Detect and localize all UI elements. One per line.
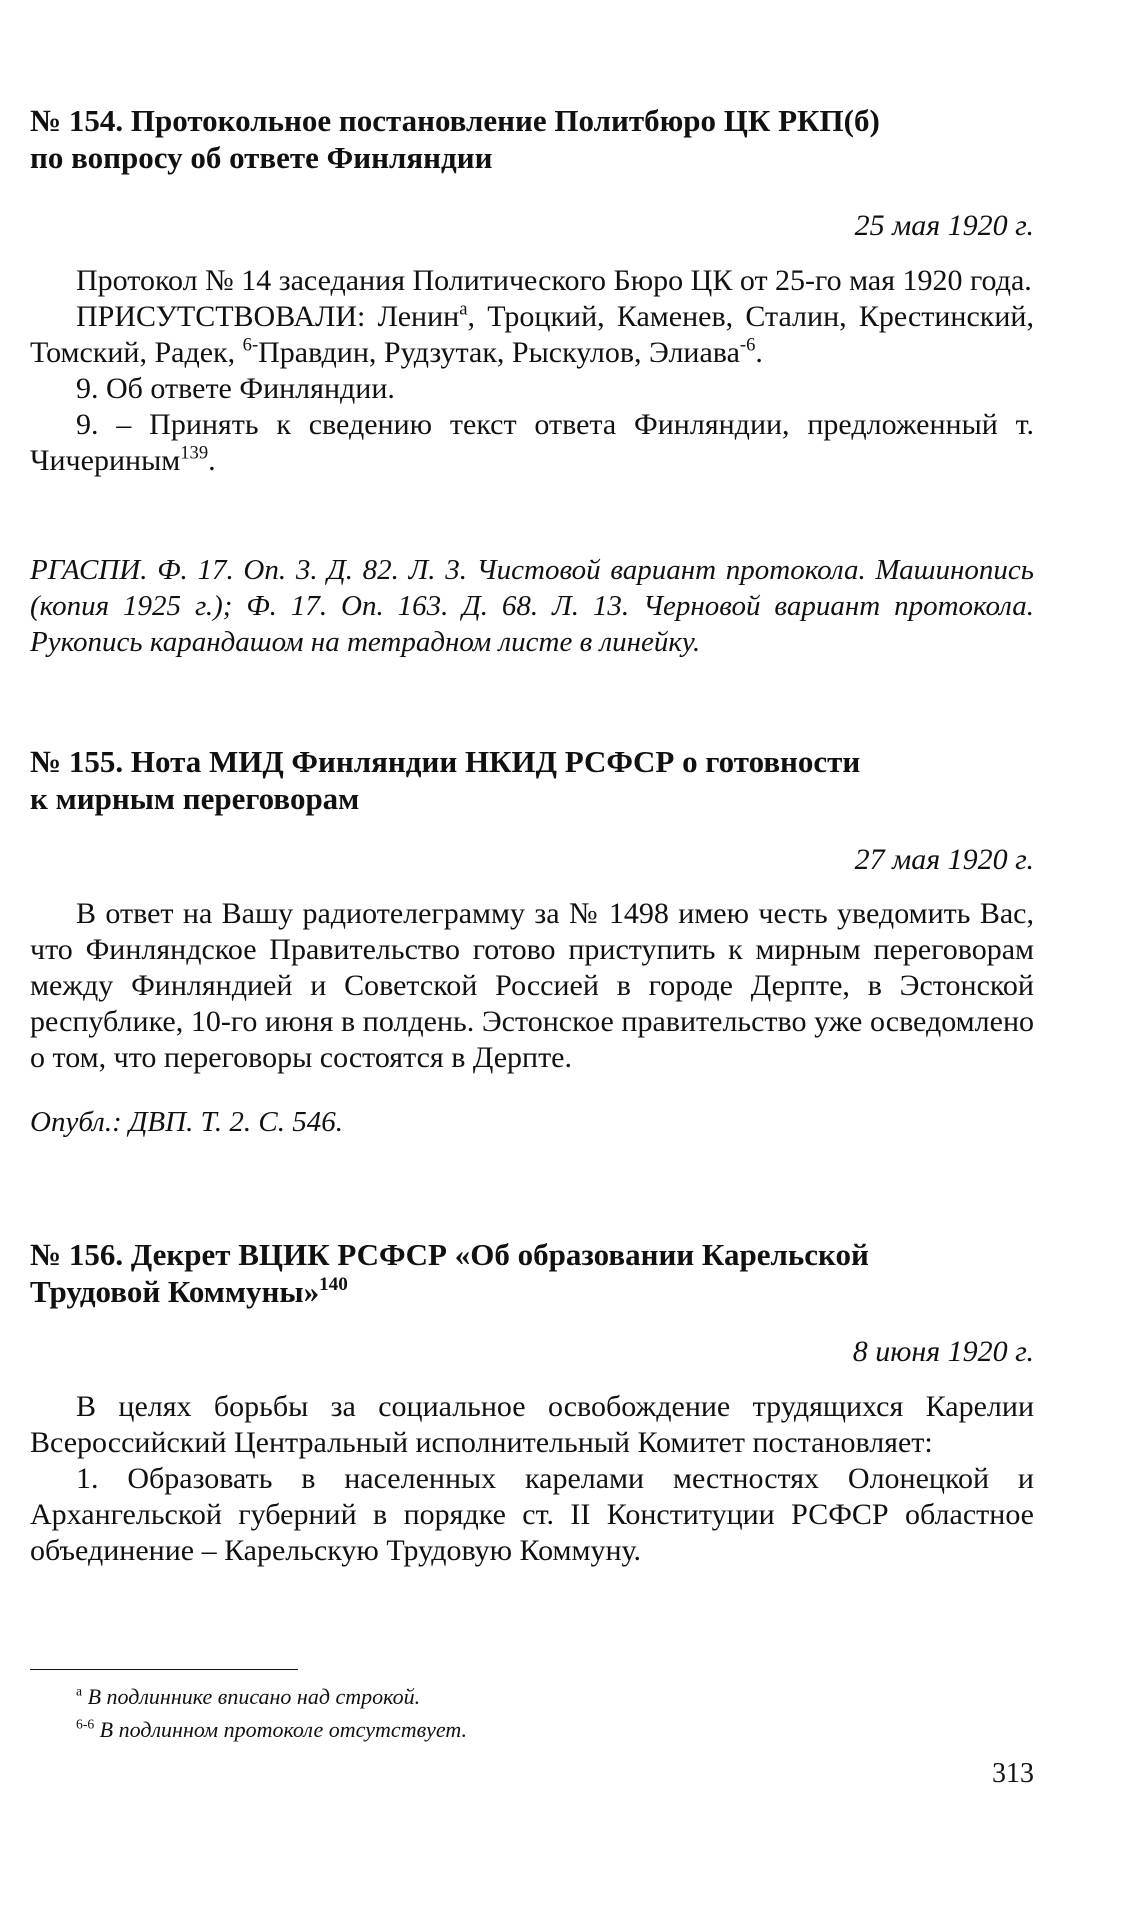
page-number: 313	[992, 1758, 1034, 1789]
doc156-heading	[30, 1236, 1034, 1310]
doc154-heading-line2: по вопросу об ответе Финляндии	[30, 140, 493, 175]
doc154-para-present: ПРИСУТСТВОВАЛИ: Ленин$^а$, Троцкий, Каменев, Сталин, Крестинский, Томский, Радек, $^{6-}$Правдин, Рудзутак, Рыскулов, Элиава$^{-6}$.	[30, 298, 1034, 369]
footnote-ref-a: а	[459, 298, 468, 320]
doc154-body	[30, 263, 1034, 479]
doc156-heading-line1: № 156. Декрет ВЦИК РСФСР «Об образовании Карельской	[30, 1237, 869, 1272]
doc156-para-item1: 1. Образовать в населенных карелами местностях Олонецкой и Архангельской губерний в порядке ст. II Конституции РСФСР областное объединение – Карельскую Трудовую Коммуну.	[30, 1462, 1034, 1567]
doc155-source: Опубл.: ДВП. Т. 2. С. 546.	[30, 1106, 343, 1138]
doc154-date: 25 мая 1920 г.	[854, 209, 1034, 242]
footnote-text: В подлинном протоколе отсутствует.	[99, 1717, 468, 1742]
doc154-para-item9-decision: 9. – Принять к сведению текст ответа Финляндии, предложенный т. Чичериным$^{139}$.	[30, 408, 1034, 477]
doc156-body	[30, 1389, 1034, 1569]
doc155-date: 27 мая 1920 г.	[854, 843, 1034, 876]
doc155-para: В ответ на Вашу радиотелеграмму за № 1498 имею честь уведомить Вас, что Финляндское Правительство готово приступить к мирным переговорам между Финляндией и Советской Россией в городе Дерпте, в Эстонской республике, 10-го июня в полдень. Эстонское правительство уже осведомлено о том, что переговоры состоятся в Дерпте.	[30, 897, 1034, 1074]
doc154-heading-line1: № 154. Протокольное постановление Политбюро ЦК РКП(б)	[30, 103, 880, 138]
doc155-heading-line1: № 155. Нота МИД Финляндии НКИД РСФСР о готовности	[30, 744, 861, 779]
doc156-para-preamble: В целях борьбы за социальное освобождение трудящихся Карелии Всероссийский Центральный исполнительный Комитет постановляет:	[30, 1390, 1034, 1459]
footnote-mark: 6-6	[76, 1716, 95, 1732]
doc155-body	[30, 896, 1034, 1076]
doc154-source: РГАСПИ. Ф. 17. Оп. 3. Д. 82. Л. 3. Чистовой вариант протокола. Машинопись (копия 1925 г.); Ф. 17. Оп. 163. Д. 68. Л. 13. Черновой вариант протокола. Рукопись карандашом на тетрадном листе в линейку.	[30, 554, 1034, 658]
doc156-date: 8 июня 1920 г.	[852, 1335, 1034, 1368]
footnote-ref-6-close: -6	[739, 334, 756, 356]
doc156-heading-line2: Трудовой Коммуны»	[30, 1274, 320, 1309]
endnote-ref-139: 139	[180, 442, 209, 464]
doc155-heading	[30, 743, 1034, 817]
doc154-para-protocol: Протокол № 14 заседания Политического Бюро ЦК от 25-го мая 1920 года.	[76, 264, 1032, 297]
footnote-divider	[30, 1669, 298, 1670]
footnote-mark: а	[76, 1683, 83, 1699]
doc154-para-item9-title: 9. Об ответе Финляндии.	[76, 372, 395, 405]
footnote-ref-6-open: 6-	[242, 334, 259, 356]
doc154-heading	[30, 102, 1034, 176]
footnote-text: В подлиннике вписано над строкой.	[87, 1684, 421, 1709]
footnote-6-6	[76, 1716, 467, 1744]
endnote-ref-140: 140	[319, 1274, 348, 1296]
footnote-a	[76, 1683, 420, 1711]
doc155-heading-line2: к мирным переговорам	[30, 781, 360, 816]
